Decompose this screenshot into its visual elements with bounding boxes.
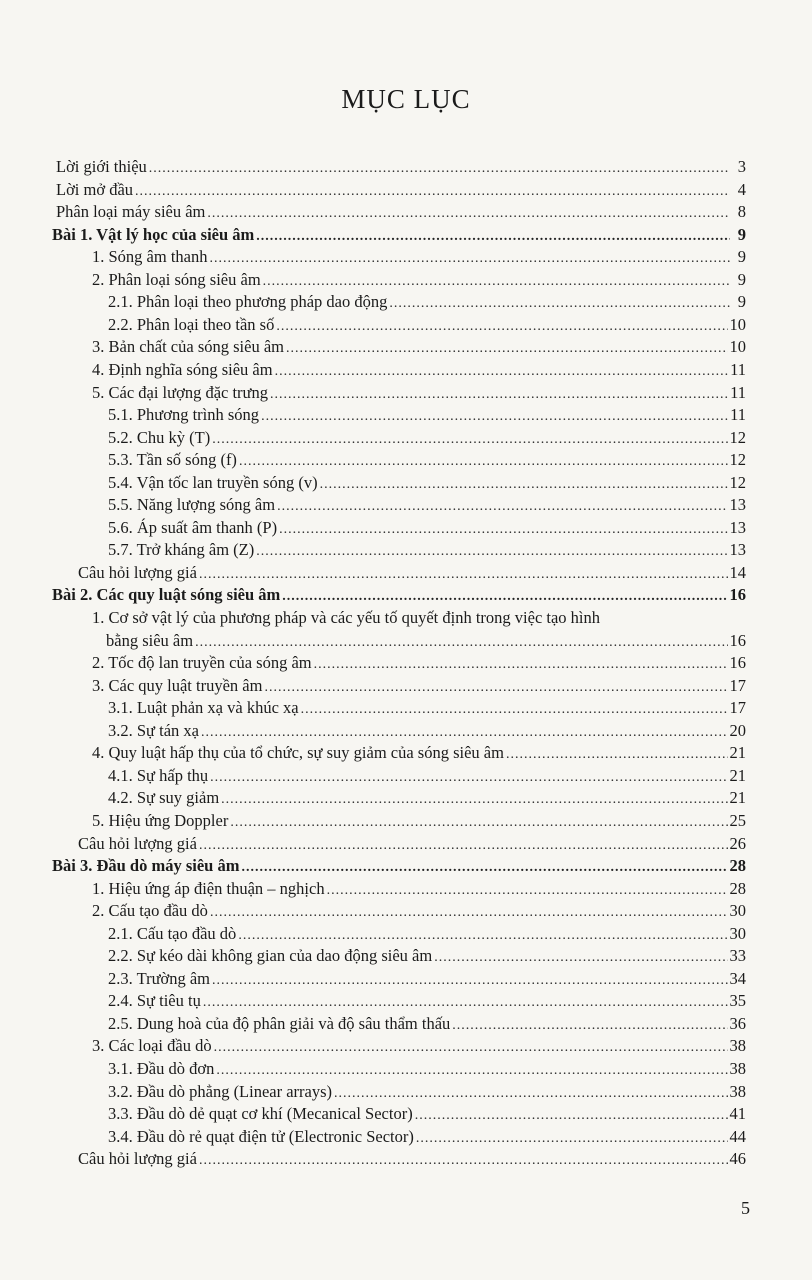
toc-entry-label: 5.2. Chu kỳ (T): [108, 427, 211, 447]
dot-leader: [434, 946, 727, 969]
toc-entry-label: 3.1. Luật phản xạ và khúc xạ: [108, 698, 299, 718]
toc-entry: [0, 1012, 812, 1035]
toc-entry-label: 5. Hiệu ứng Doppler: [92, 810, 229, 830]
toc-entry: [0, 651, 812, 674]
dot-leader: [301, 698, 728, 721]
toc-entry: [0, 538, 812, 561]
toc-entry-label: Bài 2. Các quy luật sóng siêu âm: [52, 585, 281, 605]
toc-entry-label: 2. Phân loại sóng siêu âm: [92, 269, 261, 289]
toc-entry-page: 21: [729, 743, 746, 763]
toc-entry-page: 21: [729, 788, 746, 808]
toc-entry-label: 3. Bản chất của sóng siêu âm: [92, 337, 284, 357]
dot-leader: [238, 924, 727, 947]
toc-entry-line: [92, 606, 746, 629]
dot-leader: [276, 315, 727, 338]
toc-entry: [0, 832, 812, 855]
dot-leader: [241, 856, 727, 879]
toc-entry: [0, 719, 812, 742]
toc-entry: [0, 493, 812, 516]
toc-entry-label: 1. Cơ sở vật lý của phương pháp và các yếu tố quyết định trong việc tạo hình: [92, 608, 601, 627]
toc-entry-label: 4. Quy luật hấp thụ của tổ chức, sự suy giảm của sóng siêu âm: [92, 743, 504, 763]
toc-entry-label: 1. Hiệu ứng áp điện thuận – nghịch: [92, 878, 325, 898]
toc-entry-line: [108, 538, 746, 563]
toc-entry: [0, 809, 812, 832]
dot-leader: [230, 811, 727, 834]
toc-entry-label: Lời mở đầu: [56, 179, 134, 199]
toc-entry-page: 10: [729, 314, 746, 334]
toc-entry-line: [108, 922, 746, 947]
toc-entry-label: 2.3. Trường âm: [108, 968, 211, 988]
dot-leader: [275, 360, 729, 383]
toc-entry-page: 34: [729, 968, 746, 988]
toc-entry-page: 11: [730, 382, 746, 402]
toc-entry-line: [108, 493, 746, 518]
dot-leader: [263, 270, 730, 293]
toc-entry-label: Phân loại máy siêu âm: [56, 202, 206, 222]
toc-entry-page: 14: [729, 562, 746, 582]
toc-entry-page: 35: [729, 991, 746, 1011]
toc-entry: [0, 967, 812, 990]
toc-entry-page: 11: [730, 359, 746, 379]
toc-entry-label: 5.4. Vận tốc lan truyền sóng (v): [108, 472, 318, 492]
toc-entry-line: [92, 245, 746, 270]
toc-entry-line: [108, 426, 746, 451]
toc-entry: [0, 741, 812, 764]
toc-entry-label: 5.5. Năng lượng sóng âm: [108, 495, 276, 515]
toc-entry-label: 4.2. Sự suy giảm: [108, 788, 220, 808]
toc-entry: [0, 899, 812, 922]
toc-entry-line: [108, 290, 746, 315]
toc-entry: [0, 606, 812, 629]
toc-entry-line: [92, 268, 746, 293]
toc-entry-page: 12: [729, 427, 746, 447]
toc-entry-label: 2.1. Cấu tạo đầu dò: [108, 923, 237, 943]
dot-leader: [415, 1104, 728, 1127]
toc-entry-label: 3. Các quy luật truyền âm: [92, 675, 263, 695]
dot-leader: [214, 1036, 728, 1059]
toc-entry-label: Câu hỏi lượng giá: [78, 1149, 197, 1169]
toc-entry-page: 28: [729, 878, 746, 898]
toc-entry-line: [108, 944, 746, 969]
toc-entry: [0, 944, 812, 967]
dot-leader: [261, 405, 728, 428]
dot-leader: [256, 225, 730, 248]
toc-entry: [0, 786, 812, 809]
toc-entry-label: 5.1. Phương trình sóng: [108, 405, 260, 425]
toc-entry-label: 3.1. Đầu dò đơn: [108, 1059, 215, 1078]
toc-entry-label: 5.7. Trở kháng âm (Z): [108, 540, 255, 560]
toc-entry-line: [108, 516, 746, 541]
toc-entry-line: [78, 561, 746, 586]
toc-entry: [0, 854, 812, 877]
toc-entry-line: [92, 651, 746, 676]
toc-entry: [0, 403, 812, 426]
dot-leader: [221, 788, 727, 811]
toc-entry-page: 17: [729, 698, 746, 718]
toc-entry-page: 26: [729, 833, 746, 853]
toc-entry-page: 30: [729, 901, 746, 921]
toc-entry-page: 9: [737, 224, 746, 244]
toc-entry: [0, 1080, 812, 1103]
toc-entry-page: 10: [729, 337, 746, 357]
toc-entry-line: [92, 877, 746, 902]
dot-leader: [210, 247, 731, 270]
dot-leader: [256, 540, 727, 563]
dot-leader: [210, 766, 727, 789]
dot-leader: [210, 901, 728, 924]
toc-entry-line: [92, 1034, 746, 1059]
toc-entry-label: 2. Tốc độ lan truyền của sóng âm: [92, 653, 312, 673]
toc-entry-page: 11: [730, 405, 746, 425]
dot-leader: [506, 743, 728, 766]
toc-entry-label: 2.1. Phân loại theo phương pháp dao động: [108, 292, 388, 312]
toc-entry-line: [108, 1102, 746, 1127]
toc-entry: [0, 629, 812, 652]
dot-leader: [199, 563, 728, 586]
toc-entry-page: 28: [729, 856, 746, 876]
dot-leader: [270, 383, 728, 406]
toc-entry-label: 2.2. Sự kéo dài không gian của dao động siêu âm: [108, 946, 433, 966]
toc-entry: [0, 516, 812, 539]
toc-entry-page: 44: [729, 1126, 746, 1146]
toc-entry-page: 25: [729, 810, 746, 830]
toc-entry-label: 2. Cấu tạo đầu dò: [92, 901, 208, 921]
dot-leader: [320, 473, 728, 496]
toc-entry-page: 38: [729, 1081, 746, 1101]
toc-entry: [0, 335, 812, 358]
toc-entry: [0, 178, 812, 201]
dot-leader: [149, 157, 730, 180]
toc-entry-label: Bài 1. Vật lý học của siêu âm: [52, 224, 255, 244]
toc-entry-line: [108, 696, 746, 721]
toc-entry-line: [108, 1080, 746, 1105]
toc-entry: [0, 290, 812, 313]
dot-leader: [239, 450, 728, 473]
toc-entry-line: [108, 764, 746, 789]
toc-entry-line: [108, 719, 746, 744]
toc-entry: [0, 155, 812, 178]
dot-leader: [216, 1059, 727, 1082]
toc-entry: [0, 674, 812, 697]
toc-entry-label: 5. Các đại lượng đặc trưng: [92, 382, 268, 402]
toc-entry-page: 8: [737, 202, 746, 222]
dot-leader: [314, 653, 728, 676]
toc-entry-page: 16: [729, 653, 746, 673]
toc-entry-label: 1. Sóng âm thanh: [92, 247, 208, 267]
toc-entry-line: [92, 674, 746, 699]
toc-entry-page: 17: [729, 675, 746, 695]
toc-entry-label: 3.2. Đầu dò phẳng (Linear arrays): [108, 1081, 333, 1101]
dot-leader: [282, 585, 727, 608]
toc-entry-line: [108, 448, 746, 473]
toc-entry-page: 20: [729, 720, 746, 740]
dot-leader: [199, 834, 728, 857]
toc-entry-label: Câu hỏi lượng giá: [78, 833, 197, 853]
toc-entry: [0, 313, 812, 336]
toc-entry-page: 9: [737, 247, 746, 267]
toc-entry: [0, 1034, 812, 1057]
toc-entry: [0, 223, 812, 246]
toc-entry-label: 5.3. Tần số sóng (f): [108, 450, 237, 470]
toc-entry-line: [52, 854, 746, 879]
page-number: 5: [741, 1198, 750, 1218]
toc-entry-label: 2.4. Sự tiêu tụ: [108, 991, 201, 1011]
toc-entry-page: 38: [729, 1036, 746, 1056]
dot-leader: [279, 518, 727, 541]
toc-entry: [0, 696, 812, 719]
dot-leader: [199, 1149, 728, 1172]
toc-entry-label: 2.5. Dung hoà của độ phân giải và độ sâu thẩm thấu: [108, 1013, 451, 1033]
toc-entry-label: 3. Các loại đầu dò: [92, 1036, 212, 1056]
toc-entry-page: 38: [729, 1059, 746, 1078]
toc-entry-page: 46: [729, 1149, 746, 1169]
dot-leader: [277, 495, 727, 518]
toc-entry-label: 5.6. Áp suất âm thanh (P): [108, 517, 278, 537]
toc-entry-page: 16: [729, 585, 746, 605]
toc-entry-page: 21: [729, 765, 746, 785]
dot-leader: [212, 428, 727, 451]
toc-entry-label: 4.1. Sự hấp thụ: [108, 765, 209, 785]
toc-entry-label: 4. Định nghĩa sóng siêu âm: [92, 359, 273, 379]
toc-entry: [0, 448, 812, 471]
toc-entry-line: [56, 178, 746, 203]
toc-entry-page: 41: [729, 1104, 746, 1124]
toc-entry: [0, 245, 812, 268]
toc-entry-page: 13: [729, 517, 746, 537]
dot-leader: [203, 991, 728, 1014]
toc-entry: [0, 268, 812, 291]
dot-leader: [135, 180, 730, 203]
toc-entry-line: [56, 155, 746, 180]
toc-entry-line: [92, 335, 746, 360]
toc-entry-line: [108, 313, 746, 338]
toc-entry-page: 33: [729, 946, 746, 966]
toc-entry-line: [108, 967, 746, 992]
page-title: MỤC LỤC: [341, 84, 471, 114]
toc-entry-page: 12: [729, 450, 746, 470]
toc-entry-page: 13: [729, 540, 746, 560]
toc-entry-label: Câu hỏi lượng giá: [78, 562, 197, 582]
toc-entry-page: 3: [737, 157, 746, 176]
toc-entry-line: [78, 832, 746, 857]
dot-leader: [452, 1014, 727, 1037]
dot-leader: [389, 292, 730, 315]
toc-entry-line: [92, 741, 746, 766]
toc-entry-line: [108, 1057, 746, 1082]
toc-entry-label: 2.2. Phân loại theo tần số: [108, 314, 275, 334]
toc-entry-page: 4: [737, 179, 746, 199]
toc-entry-line: [108, 471, 746, 496]
toc-entry-line: [108, 1012, 746, 1037]
toc-entry-label: Bài 3. Đầu dò máy siêu âm: [52, 856, 240, 876]
toc-entry-page: 9: [737, 292, 746, 312]
toc-entry-line: [56, 200, 746, 225]
toc-entry-label: 3.2. Sự tán xạ: [108, 720, 199, 740]
toc-entry-page: 30: [729, 923, 746, 943]
dot-leader: [201, 721, 728, 744]
toc-entry: [0, 877, 812, 900]
toc-entry-label: bằng siêu âm: [106, 630, 194, 650]
dot-leader: [207, 202, 730, 225]
toc-entry: [0, 764, 812, 787]
toc-entry-line: [78, 1147, 746, 1172]
toc-entry: [0, 426, 812, 449]
toc-entry: [0, 200, 812, 223]
toc-entry-line: [108, 403, 746, 428]
toc-entry-line: [52, 583, 746, 608]
toc-entry-line: [92, 381, 746, 406]
toc-entry-line: [92, 899, 746, 924]
toc-entry: [0, 1057, 812, 1080]
toc-entry: [0, 471, 812, 494]
toc-entry: [0, 1147, 812, 1170]
toc-entry-line: [108, 989, 746, 1014]
toc-entry-page: 36: [729, 1013, 746, 1033]
toc-entry-line: [106, 629, 746, 654]
toc-entry-page: 13: [729, 495, 746, 515]
dot-leader: [286, 337, 728, 360]
toc-entry: [0, 381, 812, 404]
toc-entry-page: 12: [729, 472, 746, 492]
toc-entry-label: Lời giới thiệu: [56, 157, 147, 176]
toc-entry: [0, 583, 812, 606]
toc-entry: [0, 989, 812, 1012]
dot-leader: [416, 1127, 728, 1150]
toc-entry-line: [52, 223, 746, 248]
toc-entry-page: 9: [737, 269, 746, 289]
toc-entry-label: 3.4. Đầu dò rẻ quạt điện tử (Electronic Sector): [108, 1126, 414, 1146]
dot-leader: [327, 879, 728, 902]
toc-entry-line: [108, 1125, 746, 1150]
toc-entry: [0, 1125, 812, 1148]
toc-entry: [0, 561, 812, 584]
toc-entry-line: [108, 786, 746, 811]
toc-entry: [0, 358, 812, 381]
toc-entry-line: [92, 358, 746, 383]
toc-entry-label: 3.3. Đầu dò dẻ quạt cơ khí (Mecanical Sector): [108, 1104, 413, 1124]
dot-leader: [334, 1082, 727, 1105]
toc-entry: [0, 922, 812, 945]
dot-leader: [212, 969, 727, 992]
toc-entry: [0, 1102, 812, 1125]
dot-leader: [264, 676, 727, 699]
dot-leader: [195, 631, 727, 654]
toc-entry-line: [92, 809, 746, 834]
toc-entry-page: 16: [729, 630, 746, 650]
